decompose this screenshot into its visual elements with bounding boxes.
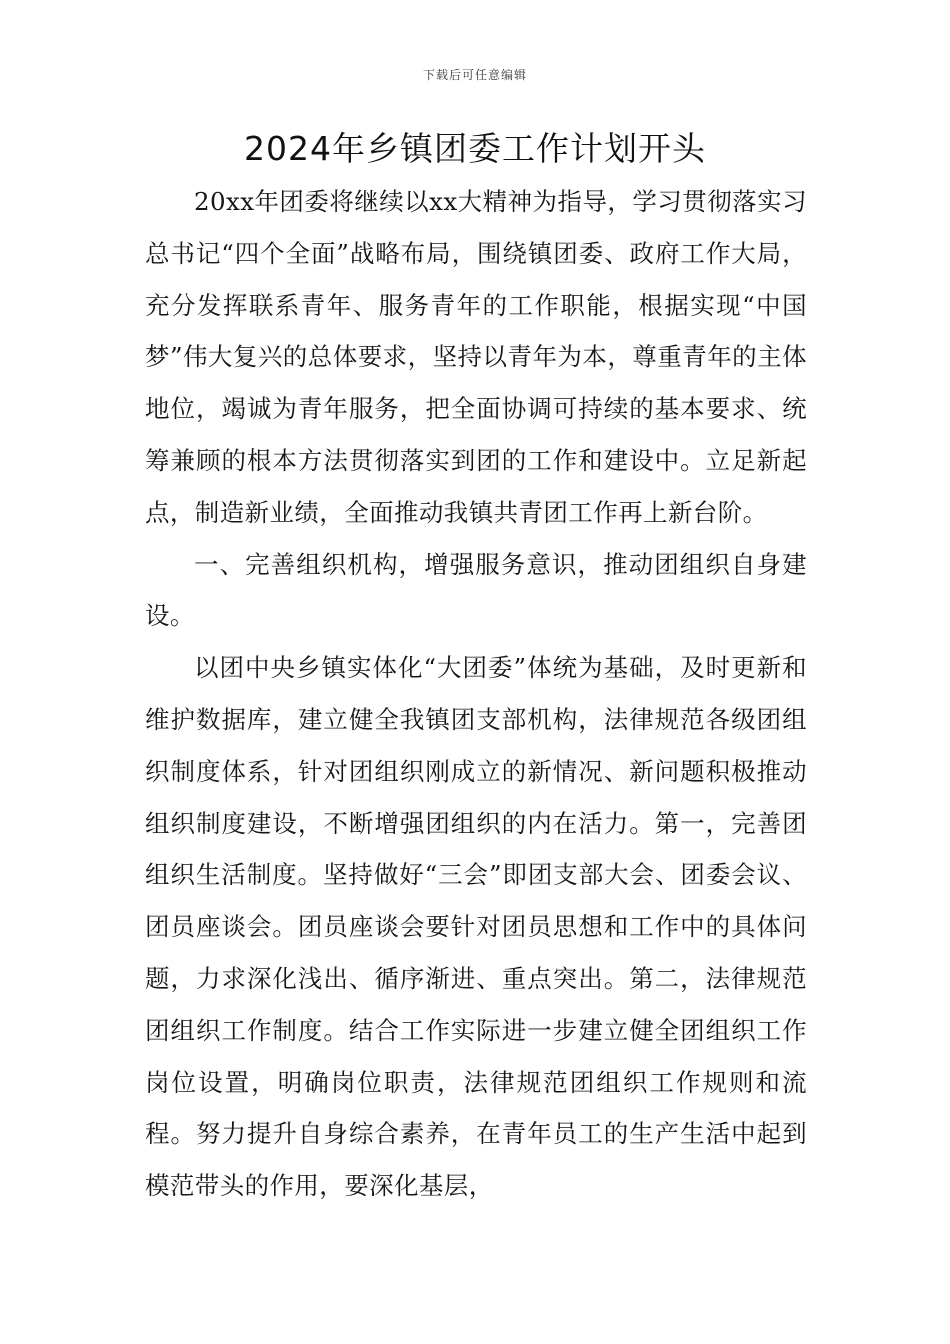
paragraph-intro: 20xx年团委将继续以xx大精神为指导，学习贯彻落实习总书记“四个全面”战略布局，围绕镇团委、政府工作大局，充分发挥联系青年、服务青年的工作职能，根据实现“中国梦”伟大复兴的总体要求，坚持以青年为本，尊重青年的主体地位，竭诚为青年服务，把全面协调可持续的基本要求、统筹兼顾的根本方法贯彻落实到团的工作和建设中。立足新起点，制造新业绩，全面推动我镇共青团工作再上新台阶。 — [145, 187, 807, 527]
document-title: 2024年乡镇团委工作计划开头 — [244, 129, 706, 168]
header-note: 下载后可任意编辑 — [422, 68, 527, 82]
paragraph-section-heading: 一、完善组织机构，增强服务意识，推动团组织自身建设。 — [145, 549, 807, 631]
document-body — [145, 176, 807, 1212]
paragraph-section-body: 以团中央乡镇实体化“大团委”体统为基础，及时更新和维护数据库，建立健全我镇团支部机构，法律规范各级团组织制度体系，针对团组织刚成立的新情况、新问题积极推动组织制度建设，不断增强团组织的内在活力。第一，完善团组织生活制度。坚持做好“三会”即团支部大会、团委会议、团员座谈会。团员座谈会要针对团员思想和工作中的具体问题，力求深化浅出、循序渐进、重点突出。第二，法律规范团组织工作制度。结合工作实际进一步建立健全团组织工作岗位设置，明确岗位职责，法律规范团组织工作规则和流程。努力提升自身综合素养，在青年员工的生产生活中起到模范带头的作用，要深化基层， — [145, 653, 807, 1201]
